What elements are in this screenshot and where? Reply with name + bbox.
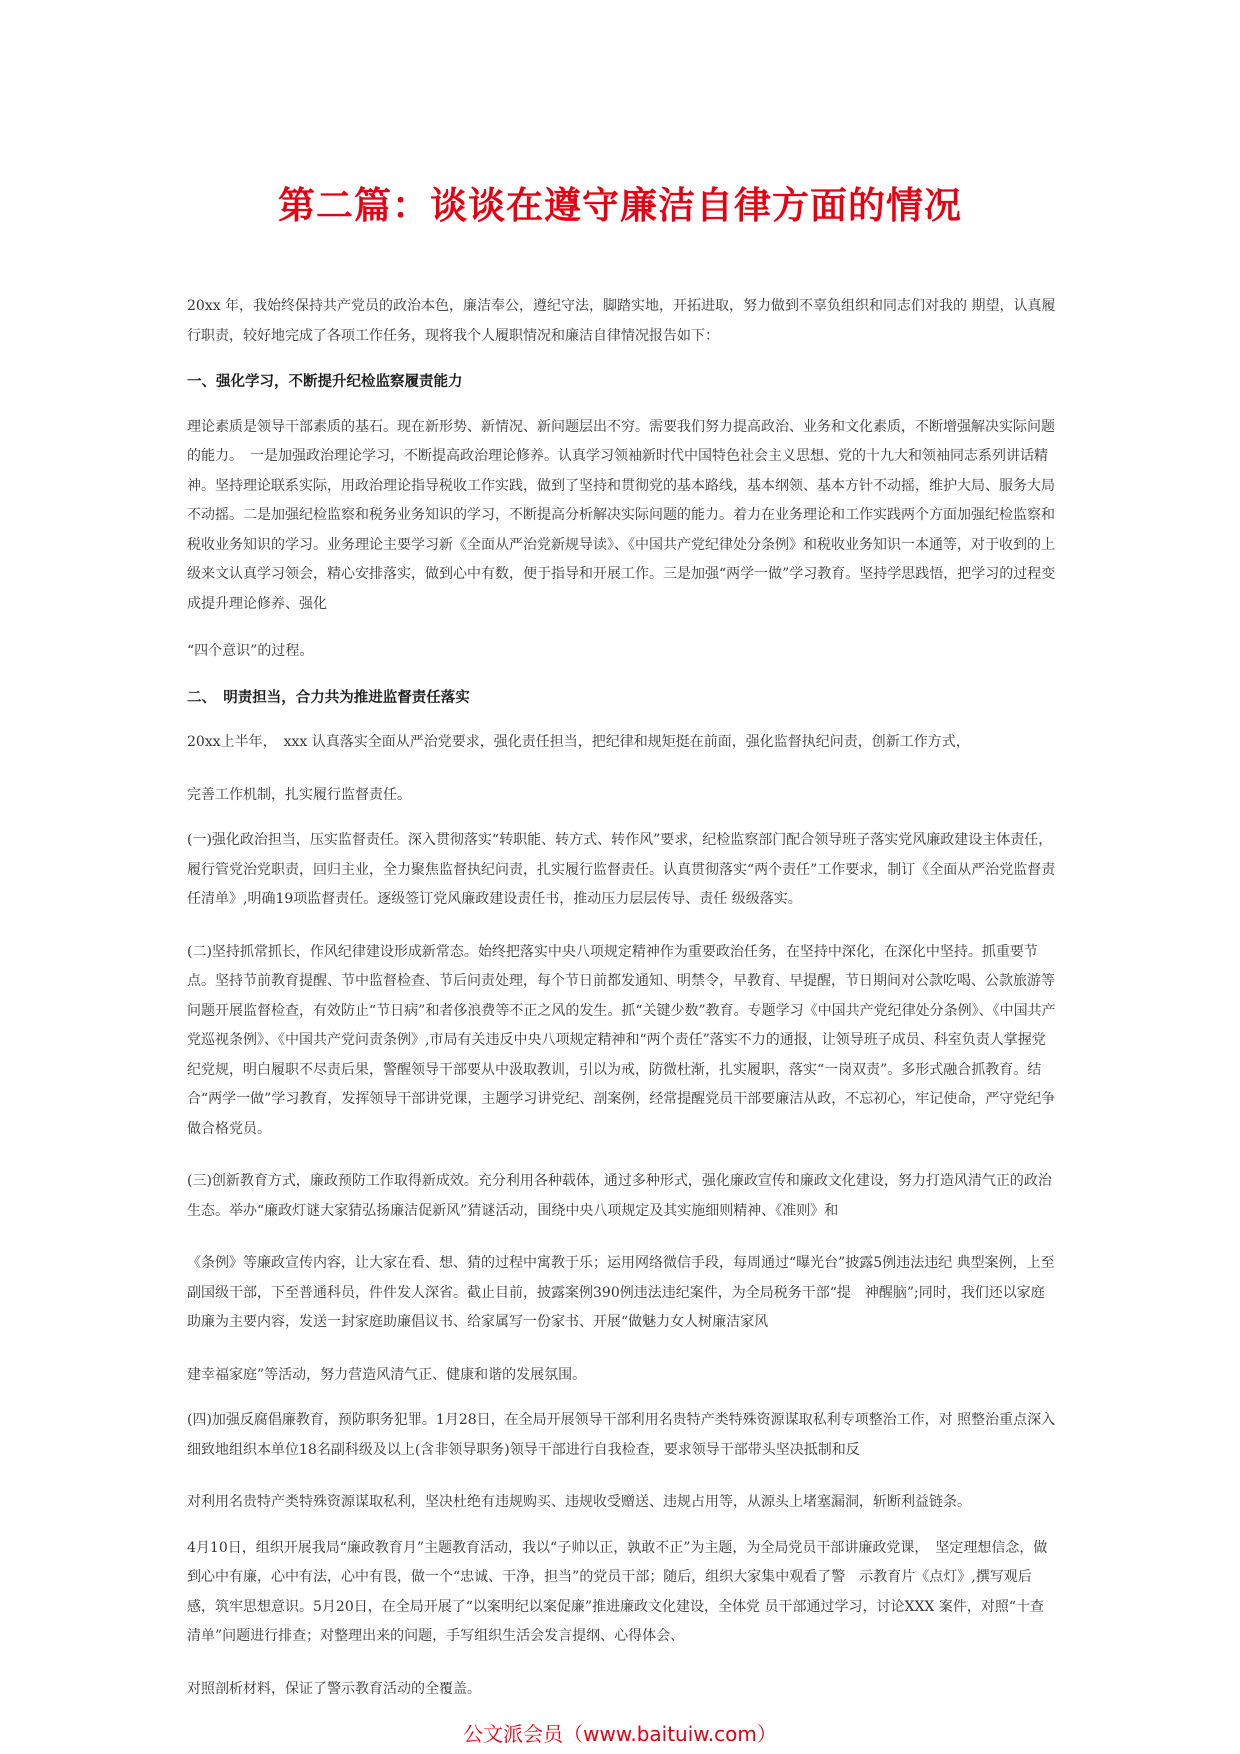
paragraph-gap [187, 915, 1057, 938]
paragraph: “四个意识”的过程。 [187, 643, 314, 659]
paragraph: (二)坚持抓常抓长，作风纪律建设形成新常态。始终把落实中央八项规定精神作为重要政治任务，在坚持中深化，在深化中坚持。抓重要节点。坚持节前教育提醒、节中监督检查、节后问责处理，每个节日前都发通知、明禁令，早教育、早提醒，节日期间对公款吃喝、公款旅游等问题开展监督检查，有效防止“节日病”和者侈浪费等不正之风的发生。抓“关键少数”教育。专题学习《中国共产党纪律处分条例》、《中国共产党巡视条例》、《中国共产党问责条例》,市局有关违反中央八项规定精神和“两个责任”落实不力的通报，让领导班子成员、科室负责人掌握党纪党规，明白履职不尽责后果，警醒领导干部要从中汲取教训，引以为戒，防微杜渐，扎实履职，落实“一岗双责”。多形式融合抓教育。结合“两学一做”学习教育，发挥领导干部讲党课，主题学习讲党纪、剖案例，经常提醒党员干部要廉洁从政，不忘初心，牢记使命，严守党纪争做合格党员。 [187, 943, 1056, 1137]
paragraph-gap [187, 667, 1057, 683]
document-title: 第二篇：谈谈在遵守廉洁自律方面的情况 [278, 183, 962, 227]
paragraph: 理论素质是领导干部素质的基石。现在新形势、新情况、新问题层出不穷。需要我们努力提高政治、业务和文化素质，不断增强解决实际问题的能力。 一是加强政治理论学习，不断提高政治理论修养。认真学习领袖新时代中国特色社会主义思想、党的十九大和领袖同志系列讲话精神。坚持理论联系实际，用政治理论指导税收工作实践，做到了坚持和贯彻党的基本路线，基本纲领、基本方针不动摇，维护大局、服务大局不动摇。二是加强纪检监察和税务业务知识的学习，不断提高分析解决实际问题的能力。着力在业务理论和工作实践两个方面加强纪检监察和税收业务知识的学习。业务理论主要学习新《全面从严治党新规导读》、《中国共产党纪律处分条例》和税收业务知识一本通等，对于收到的上级来文认真学习领会，精心安排落实，做到心中有数，便于指导和开展工作。三是加强“两学一做”学习教育。坚持学思践悟，把学习的过程变成提升理论修养、强化 [187, 418, 1056, 612]
paragraph-gap [187, 1652, 1057, 1675]
paragraph: 建幸福家庭”等活动，努力营造风清气正、健康和谐的发展氛围。 [187, 1366, 587, 1383]
section-heading: 二、 明责担当，合力共为推进监督责任落实 [187, 688, 470, 706]
paragraph-gap [187, 1465, 1057, 1488]
paragraph: 《条例》等廉政宣传内容，让大家在看、想、猜的过程中寓教于乐；运用网络微信手段，每周通过“曝光台”披露5例违法违纪 典型案例，上至副国级干部，下至普通科员，件件发人深省。截止目前，披露案例390例违法违纪案件，为全局税务干部“提 神醒脑”;同时，我们还以家庭助廉为主要内容，发送一封家庭助廉倡议书、给家属写一份家书、开展“做魅力女人树廉洁家风 [187, 1255, 1055, 1330]
paragraph-gap [187, 1226, 1057, 1249]
paragraph: 对利用名贵特产类特殊资源谋取私利，坚决杜绝有违规购买、违规收受赠送、违规占用等，从源头上堵塞漏洞，斩断利益链条。 [187, 1494, 971, 1510]
paragraph-gap [187, 351, 1057, 367]
paragraph: 20xx上半年， xxx 认真落实全面从严治党要求，强化责任担当，把纪律和规矩挺在前面，强化监督执纪问责，创新工作方式， [187, 734, 970, 750]
footer-watermark: 公文派会员（www.baituiw.com） [463, 1722, 777, 1746]
paragraph: 20xx 年，我始终保持共产党员的政治本色，廉洁奉公，遵纪守法，脚踏实地，开拓进取，努力做到不辜负组织和同志们对我的 期望，认真履行职责，较好地完成了各项工作任务，现将我个人履职情况和廉洁自律情况报告如下： [187, 298, 1056, 344]
paragraph-gap [187, 397, 1057, 413]
paragraph: 4月10日，组织开展我局“廉政教育月”主题教育活动，我以“子帅以正，孰敢不正”为主题，为全局党员干部讲廉政党课， 坚定理想信念，做到心中有廉，心中有法，心中有畏，做一个“忠诚、干净，担当”的党员干部；随后，组织大家集中观看了警 示教育片《点灯》,撰写观后感，筑牢思想意识。5月20日，在全局开展了“以案明纪以案促廉”推进廉政文化建设，全体党 员干部通过学习，讨论XXX 案件，对照“十查清单”问题进行排查；对整理出来的问题，手写组织生活会发言提纲、心得体会、 [187, 1539, 1048, 1644]
paragraph: 完善工作机制，扎实履行监督责任。 [187, 786, 411, 803]
document-body [187, 292, 1057, 1704]
paragraph: (四)加强反腐倡廉教育，预防职务犯罪。1月28日，在全局开展领导干部利用名贵特产类特殊资源谋取私利专项整治工作，对 照整治重点深入细致地组织本单位18名副科级及以上(含非领导职务)领导干部进行自我检查，要求领导干部带头坚决抵制和反 [187, 1412, 1056, 1458]
paragraph-gap [187, 810, 1057, 826]
paragraph-gap [187, 1338, 1057, 1361]
section-heading: 一、强化学习，不断提升纪检监察履责能力 [187, 373, 463, 390]
paragraph: (一)强化政治担当，压实监督责任。深入贯彻落实“转职能、转方式、转作风”要求，纪检监察部门配合领导班子落实党风廉政建设主体责任，履行管党治党职责，回归主业，全力聚焦监督执纪问责，扎实履行监督责任。认真贯彻落实“两个责任”工作要求，制订《全面从严治党监督责任清单》,明确19项监督责任。逐级签订党风廉政建设责任书，推动压力层层传导、责任 级级落实。 [187, 832, 1056, 907]
paragraph: 对照剖析材料，保证了警示教育活动的全覆盖。 [187, 1680, 481, 1697]
paragraph-gap [187, 758, 1057, 781]
paragraph-gap [187, 712, 1057, 728]
paragraph-gap [187, 1390, 1057, 1406]
paragraph-gap [187, 619, 1057, 637]
paragraph-gap [187, 1144, 1057, 1167]
paragraph-gap [187, 1518, 1057, 1534]
paragraph: (三)创新教育方式，廉政预防工作取得新成效。充分利用各种载体，通过多种形式，强化廉政宣传和廉政文化建设，努力打造风清气正的政治生态。举办“廉政灯谜大家猜弘扬廉洁促新风”猜谜活动，围绕中央八项规定及其实施细则精神、《准则》和 [187, 1173, 1052, 1219]
